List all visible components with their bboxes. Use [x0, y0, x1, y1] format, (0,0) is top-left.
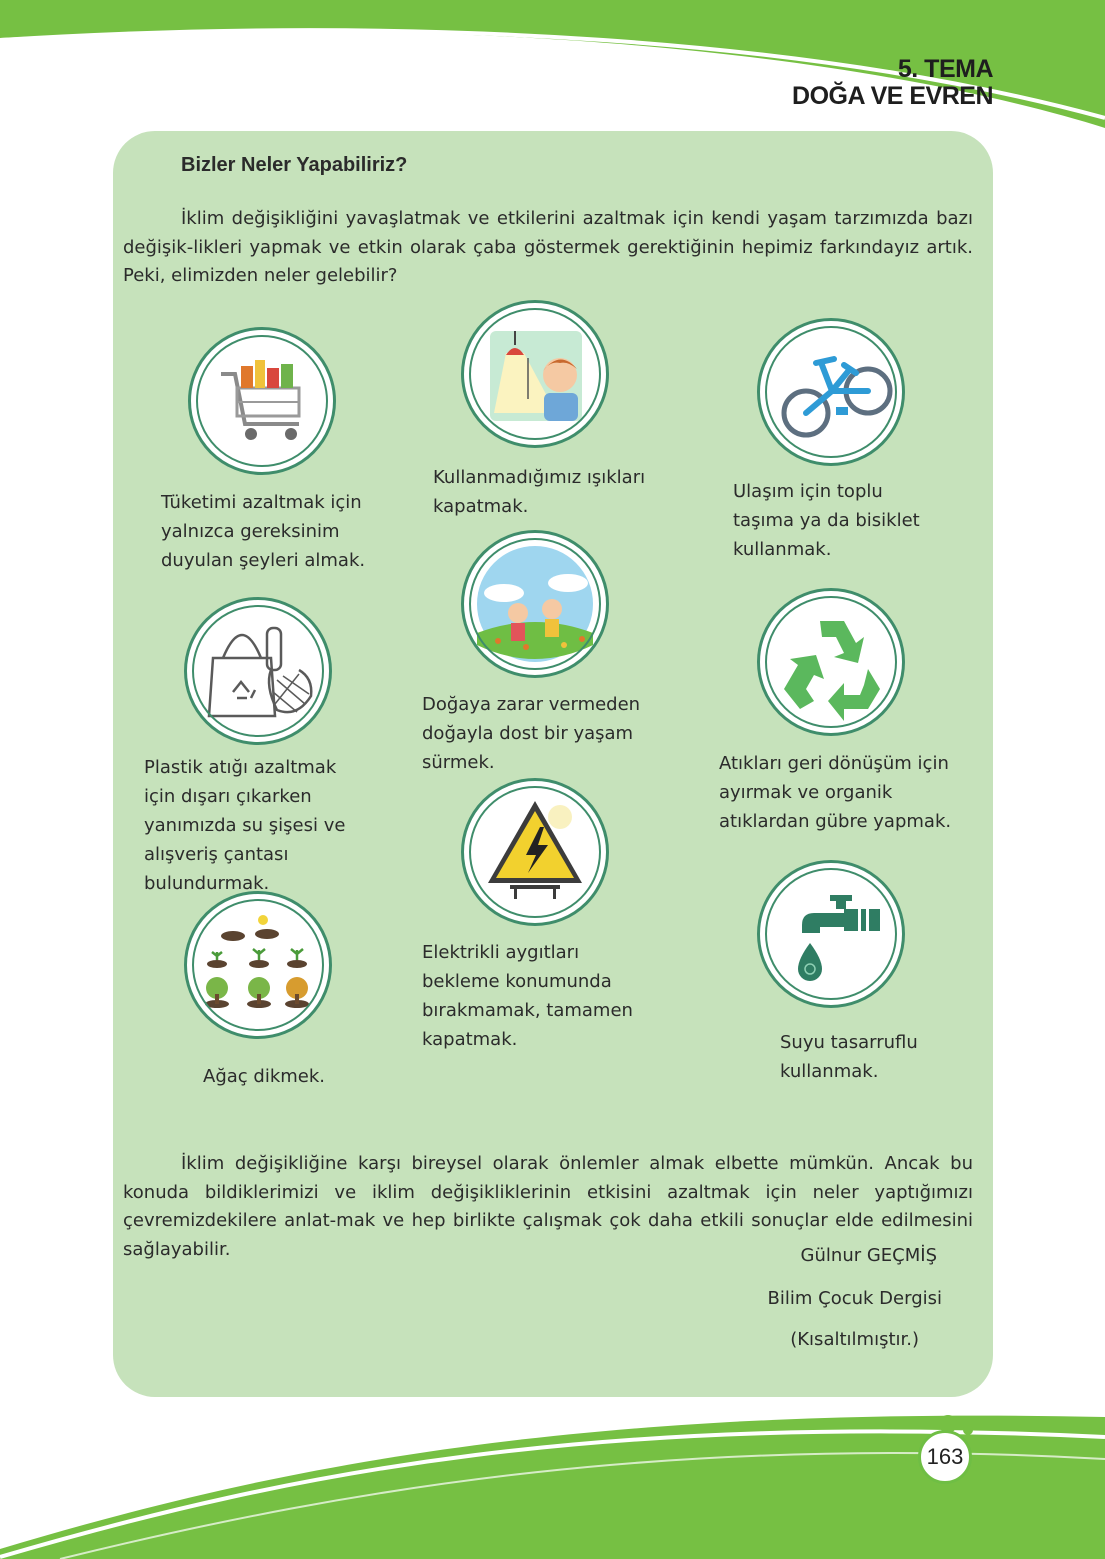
outro-paragraph: İklim değişikliğine karşı bireysel olarak önlemler almak elbette mümkün. Ancak bu konuda bildiklerimizi ve iklim değişikliklerinin etkisini azaltmak için neler yaptığımızı çevremizdekilere anlat-mak ve hep birlikte çalışmak çok daha etkili sonuçlar elde edilmesini sağlayabilir. [123, 1153, 973, 1260]
shopping-cart-icon [188, 327, 336, 475]
theme-number: 5. TEMA [897, 55, 993, 83]
electric-warning-icon [461, 778, 609, 926]
caption-plastic: Plastik atığı azaltmak için dışarı çıkarken yanımızda su şişesi ve alışveriş çantası bulundurmak. [144, 757, 346, 894]
recycle-icon [757, 588, 905, 736]
caption-lights: Kullanmadığımız ışıkları kapatmak. [433, 467, 646, 517]
children-nature-icon [461, 530, 609, 678]
source-credit: Bilim Çocuk Dergisi [767, 1288, 942, 1309]
tree-growth-icon [184, 891, 332, 1039]
intro-paragraph: İklim değişikliğini yavaşlatmak ve etkilerini azaltmak için kendi yaşam tarzımızda bazı değişik-likleri yapmak ve etkin olarak çaba göstermek gerektiğinin hepimiz farkındayız artık. Peki, elimizden neler gelebilir? [123, 208, 973, 286]
abridged-note: (Kısaltılmıştır.) [790, 1329, 919, 1350]
caption-water: Suyu tasarruflu kullanmak. [780, 1032, 918, 1082]
bicycle-icon [757, 318, 905, 466]
theme-name: DOĞA VE EVREN [792, 82, 993, 110]
caption-electric: Elektrikli aygıtları bekleme konumunda bırakmamak, tamamen kapatmak. [422, 942, 633, 1050]
author-credit: Gülnur GEÇMİŞ [800, 1245, 937, 1266]
section-title: Bizler Neler Yapabiliriz? [181, 154, 408, 176]
water-tap-icon [757, 860, 905, 1008]
reusable-bags-icon [184, 597, 332, 745]
caption-nature: Doğaya zarar vermeden doğayla dost bir yaşam sürmek. [422, 694, 641, 773]
page-number: 163 [918, 1430, 972, 1484]
caption-recycling: Atıkları geri dönüşüm için ayırmak ve organik atıklardan gübre yapmak. [719, 753, 952, 832]
lamp-switch-icon [461, 300, 609, 448]
caption-tree: Ağaç dikmek. [203, 1066, 325, 1087]
theme-header [792, 56, 993, 110]
caption-transport: Ulaşım için toplu taşıma ya da bisiklet kullanmak. [733, 481, 920, 560]
caption-consumption: Tüketimi azaltmak için yalnızca gereksinim duyulan şeyleri almak. [161, 492, 366, 571]
